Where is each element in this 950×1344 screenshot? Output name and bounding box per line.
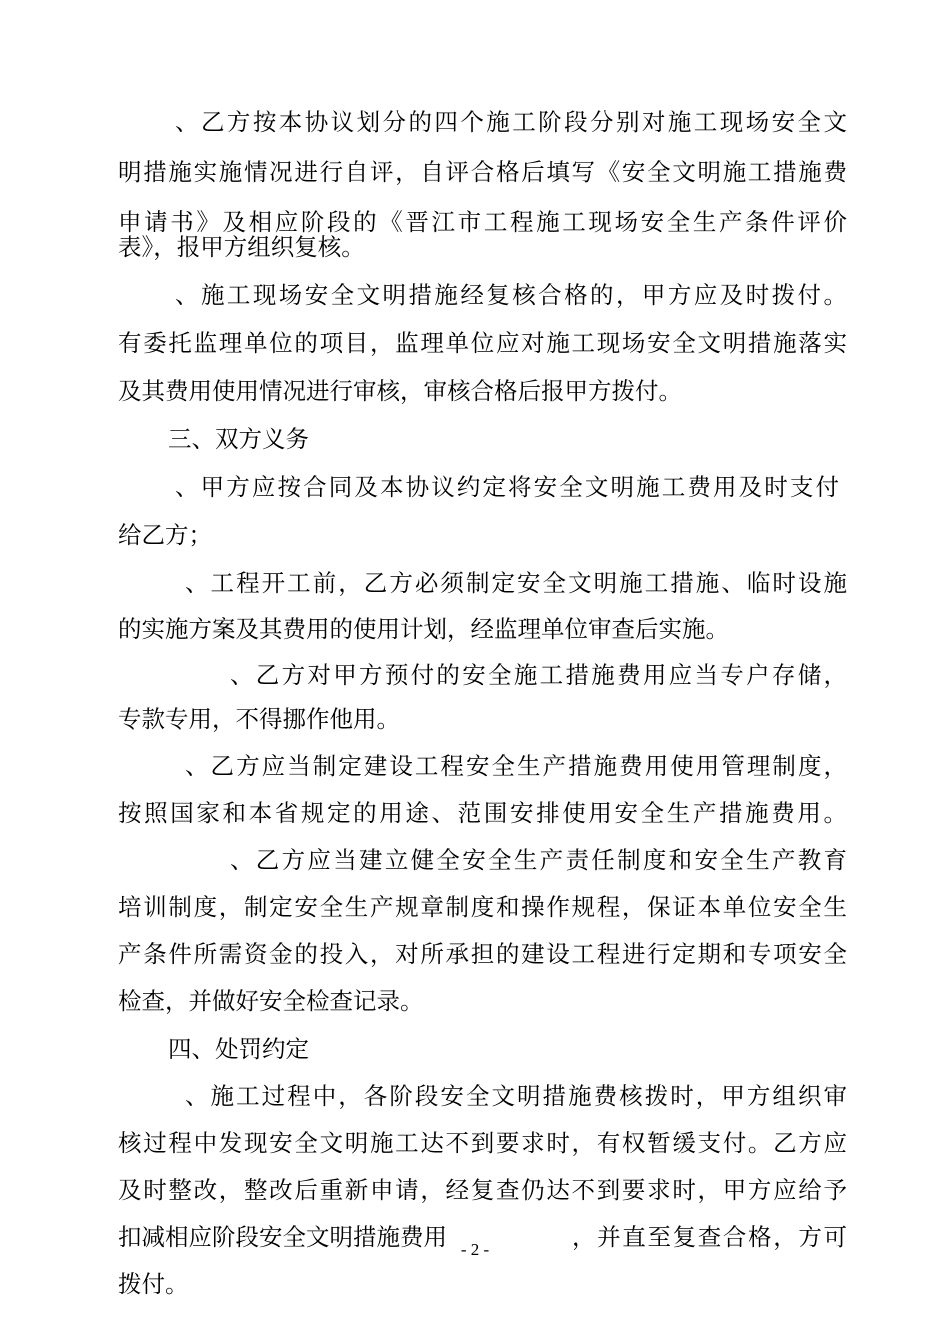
text-line: 培训制度，制定安全生产规章制度和操作规程，保证本单位安全生 (118, 893, 847, 921)
text-line: ，并直至复查合格，方可 (572, 1223, 847, 1251)
text-line: 表》，报甲方组织复核。 (118, 233, 365, 261)
text-line: 及时整改，整改后重新申请，经复查仍达不到要求时，甲方应给予 (118, 1176, 847, 1204)
text-line: 拨付。 (118, 1270, 189, 1298)
text-line: 、乙方应当制定建设工程安全生产措施费用使用管理制度， (185, 752, 847, 780)
text-line: 、乙方对甲方预付的安全施工措施费用应当专户存储， (230, 661, 847, 689)
text-line: 、施工现场安全文明措施经复核合格的，甲方应及时拨付。 (175, 281, 847, 309)
text-line: 有委托监理单位的项目，监理单位应对施工现场安全文明措施落实 (118, 329, 847, 357)
text-line: 、乙方应当建立健全安全生产责任制度和安全生产教育 (230, 846, 847, 874)
text-line: 核过程中发现安全文明施工达不到要求时，有权暂缓支付。乙方应 (118, 1129, 847, 1157)
text-line: 、甲方应按合同及本协议约定将安全文明施工费用及时支付 (175, 473, 839, 501)
text-line: 、工程开工前，乙方必须制定安全文明施工措施、临时设施 (185, 569, 847, 597)
text-line: 申请书》及相应阶段的《晋江市工程施工现场安全生产条件评价 (118, 208, 847, 236)
text-line: 产条件所需资金的投入，对所承担的建设工程进行定期和专项安全 (118, 940, 847, 968)
text-line: 扣减相应阶段安全文明措施费用 (118, 1223, 447, 1251)
text-line: 的实施方案及其费用的使用计划，经监理单位审查后实施。 (118, 615, 729, 643)
text-line: 按照国家和本省规定的用途、范围安排使用安全生产措施费用。 (118, 799, 847, 827)
section-heading: 四、处罚约定 (168, 1035, 309, 1063)
text-line: 、乙方按本协议划分的四个施工阶段分别对施工现场安全文 (175, 108, 847, 136)
text-line: 明措施实施情况进行自评，自评合格后填写《安全文明施工措施费 (118, 158, 847, 186)
section-heading: 三、双方义务 (168, 425, 309, 453)
text-line: 专款专用，不得挪作他用。 (118, 705, 400, 733)
text-line: 检查，并做好安全检查记录。 (118, 987, 424, 1015)
page-number: - 2 - (460, 1240, 490, 1259)
text-line: 给乙方； (118, 521, 212, 549)
text-line: 及其费用使用情况进行审核，审核合格后报甲方拨付。 (118, 377, 682, 405)
text-line: 、施工过程中，各阶段安全文明措施费核拨时，甲方组织审 (185, 1082, 847, 1110)
